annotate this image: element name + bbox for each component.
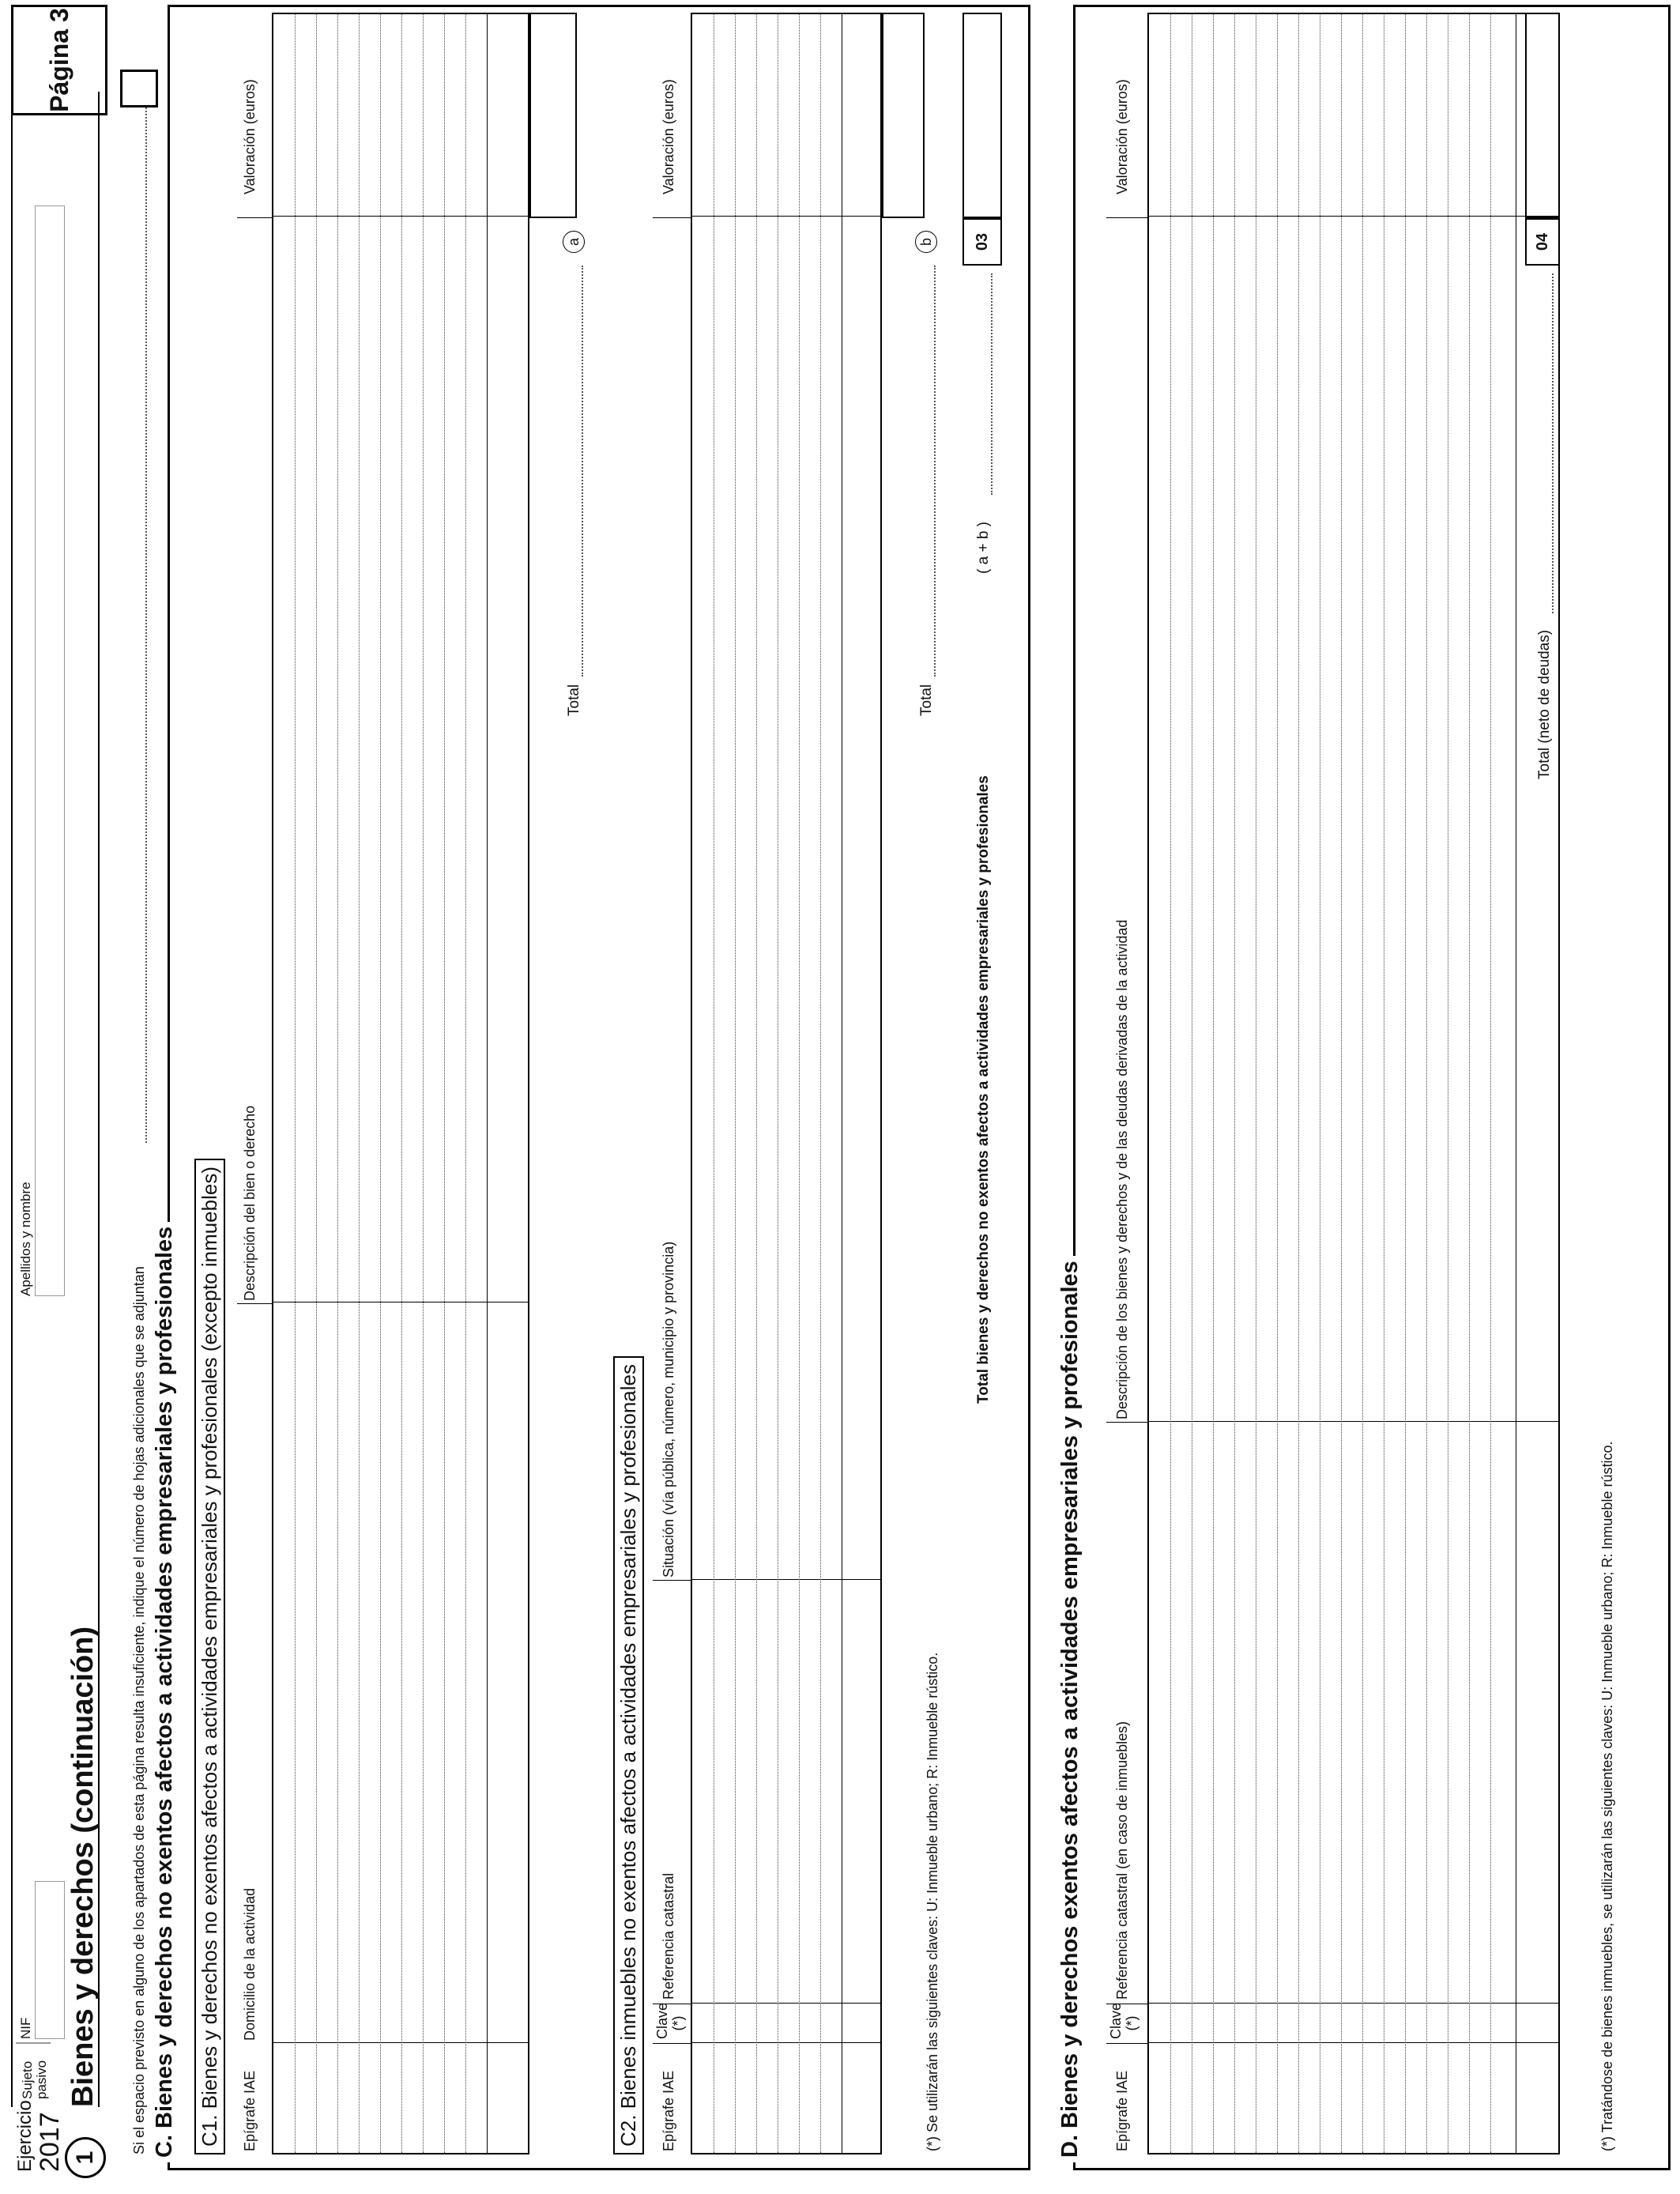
d-col-descripcion: Descripción de los bienes y derechos y de las deudas derivadas de la actividad (1114, 919, 1130, 1419)
c2-footnote: (*) Se utilizarán las siguientes claves: U: Inmueble urbano; R: Inmueble rústico. (925, 1652, 940, 2151)
c1-col-domicilio: Domicilio de la actividad (242, 1887, 258, 2041)
d-col-valoracion: Valoración (euros) (1114, 79, 1130, 194)
nombre-input[interactable] (35, 205, 65, 1296)
d-col-epigrafe: Epígrafe IAE (1114, 2070, 1130, 2151)
ejercicio-year: 2017 (35, 2112, 65, 2172)
c1-total-marker: a (563, 231, 585, 253)
d-total-label: Total (neto de deudas) (1536, 629, 1553, 779)
page-number: Página 3 (11, 5, 107, 115)
c2-total-marker: b (915, 231, 937, 253)
section-number-badge: 1 (65, 2137, 106, 2178)
d-total-field[interactable] (1525, 13, 1560, 218)
c2-total-label: Total (918, 684, 935, 716)
c1-total-label: Total (566, 684, 582, 716)
c-grand-total-formula: ( a + b ) (975, 522, 992, 574)
c1-col-valoracion: Valoración (euros) (242, 79, 258, 194)
d-footnote: (*) Tratándose de bienes inmuebles, se utilizarán las siguientes claves: U: Inmueble urbano; R: Inmueble rústico. (1599, 1441, 1615, 2151)
c-grand-total-field[interactable] (962, 13, 1002, 218)
c2-total-field[interactable] (882, 13, 925, 218)
hojas-text: Si el espacio previsto en alguno de los apartados de esta página resulta insuficiente, indique el número de hojas adicionales que se adjuntan (131, 1266, 147, 2154)
c2-title: C2. Bienes inmuebles no exentos afectos a actividades empresariales y profesionales (613, 1356, 644, 2154)
hojas-adicionales-checkbox[interactable] (120, 70, 158, 107)
c2-table (691, 13, 882, 2154)
d-col-referencia: Referencia catastral (en caso de inmuebles) (1114, 1721, 1130, 2000)
c2-col-clave: Clave (*) (654, 2002, 686, 2039)
section-title: Bienes y derechos (continuación) (66, 1626, 100, 2107)
c1-col-descripcion: Descripción del bien o derecho (242, 1105, 258, 1301)
nif-label: NIF (18, 2017, 33, 2039)
c1-table (272, 13, 529, 2154)
section-c-title: C. Bienes y derechos no exentos afectos a actividades empresariales y profesionales (152, 1222, 178, 2162)
nif-input[interactable] (35, 1881, 65, 2039)
c2-col-valoracion: Valoración (euros) (661, 79, 676, 194)
c-grand-total-code: 03 (962, 218, 1002, 266)
nombre-label: Apellidos y nombre (18, 1182, 33, 1296)
c1-total-field[interactable] (529, 13, 577, 218)
section-d-title: D. Bienes y derechos exentos afectos a actividades empresariales y profesionales (1057, 1256, 1083, 2162)
c2-col-situacion: Situación (vía pública, número, municipio y provincia) (661, 1241, 676, 1578)
sujeto-label: Sujeto pasivo (20, 2060, 49, 2099)
d-table (1147, 13, 1560, 2154)
c2-col-referencia: Referencia catastral (661, 1872, 676, 2000)
d-col-clave: Clave (*) (1108, 2002, 1139, 2039)
ejercicio-label: Ejercicio (14, 2100, 36, 2172)
c1-col-epigrafe: Epígrafe IAE (242, 2070, 258, 2151)
c2-col-epigrafe: Epígrafe IAE (661, 2070, 676, 2151)
c-grand-total-label: Total bienes y derechos no exentos afectos a actividades empresariales y profesionales (975, 775, 992, 1404)
c1-title: C1. Bienes y derechos no exentos afectos a actividades empresariales y profesionales (excepto inmuebles) (194, 1159, 225, 2154)
d-total-code: 04 (1525, 218, 1560, 266)
